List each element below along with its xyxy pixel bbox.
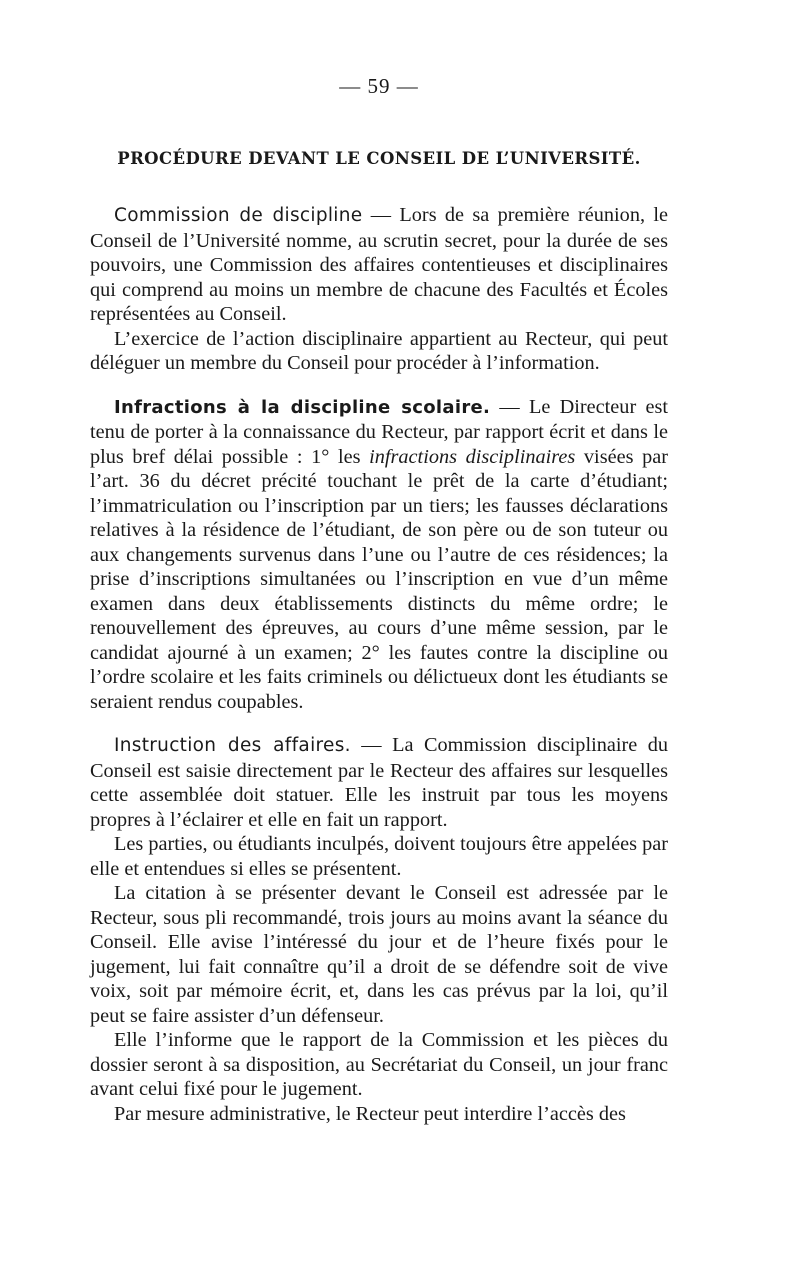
em-dash: —	[362, 204, 400, 226]
paragraph-text-rest: visées par l’art. 36 du décret précité touchant le prêt de la carte d’étudiant; l’immatriculation ou l’inscription par un tiers; les fausses déclarations relatives à la résidence de l’étudiant, de son père ou de son tuteur ou aux changements survenus dans l’une ou l’autre de ces résidences; la prise d’inscriptions simultanées ou l’inscription en vue d’un même examen dans deux établissements distincts du même ordre; le renouvellement des épreuves, au cours d’une même session, par le candidat ajourné à un examen; 2° les fautes contre la discipline ou l’ordre scolaire et les faits criminels ou délictueux dont les étudiants se seraient rendus coupables.	[90, 445, 668, 713]
paragraph-exercice-action: L’exercice de l’action disciplinaire appartient au Recteur, qui peut déléguer un membre du Conseil pour procéder à l’information.	[90, 327, 668, 374]
document-body	[90, 203, 668, 1126]
run-in-title-commission: Commission de discipline	[114, 205, 363, 226]
paragraph-informe: Elle l’informe que le rapport de la Commission et les pièces du dossier seront à sa disposition, au Secrétariat du Conseil, un jour franc avant celui fixé pour le jugement.	[90, 1029, 668, 1100]
paragraph-commission-discipline	[90, 203, 668, 327]
run-in-title-instruction: Instruction des affaires.	[114, 735, 351, 756]
paragraph-text-intro: Le Directeur est tenu de porter à la connaissance du Recteur, par rapport écrit et dans le plus bref délai possible : 1° les	[90, 395, 668, 468]
italic-infractions-disciplinaires: infractions disciplinaires	[369, 445, 576, 468]
paragraph-infractions	[90, 395, 668, 715]
em-dash: —	[490, 395, 529, 418]
paragraph-instruction-affaires	[90, 733, 668, 832]
em-dash: —	[350, 734, 393, 756]
paragraph-text: La Commission disciplinaire du Conseil est saisie directement par le Recteur des affaires sur lesquelles cette assemblée doit statuer. Elle les instruit par tous les moyens propres à l’éclairer et elle en fait un rapport.	[90, 734, 669, 831]
page-number: — 59 —	[339, 74, 419, 98]
paragraph-citation: La citation à se présenter devant le Conseil est adressée par le Recteur, sous pli recommandé, trois jours au moins avant la séance du Conseil. Elle avise l’intéressé du jour et de l’heure fixés pour le jugement, lui fait connaître qu’il a droit de se défendre soit de vive voix, soit par mémoire écrit, et, dans les cas prévus par la loi, qu’il peut se faire assister d’un défenseur.	[90, 882, 668, 1027]
paragraph-text: Lors de sa première réunion, le Conseil de l’Université nomme, au scrutin secret, pour la durée de ses pouvoirs, une Commission des affaires contentieuses et disciplinaires qui comprend au moins un membre de chacune des Facultés et Écoles représentées au Conseil.	[90, 204, 668, 325]
section-heading: PROCÉDURE DEVANT LE CONSEIL DE L’UNIVERSITÉ.	[117, 149, 641, 168]
run-in-title-infractions: Infractions à la discipline scolaire.	[114, 396, 491, 418]
paragraph-parties: Les parties, ou étudiants inculpés, doivent toujours être appelées par elle et entendues si elles se présentent.	[90, 833, 668, 880]
paragraph-mesure-administrative: Par mesure administrative, le Recteur peut interdire l’accès des	[114, 1102, 626, 1125]
